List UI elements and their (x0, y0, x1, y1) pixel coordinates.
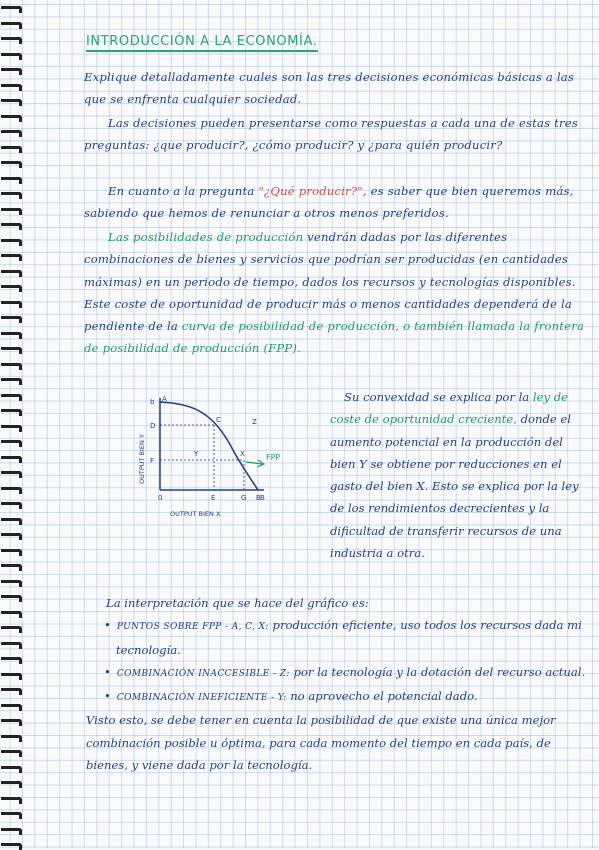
bullet-mark-1: • (104, 618, 111, 633)
spiral-ring (1, 146, 22, 153)
spiral-ring (1, 270, 22, 277)
spiral-ring (1, 161, 22, 168)
spiral-ring (1, 688, 22, 695)
spiral-ring (1, 208, 22, 215)
spiral-ring (1, 797, 22, 804)
para3-green: Las posibilidades de producción (108, 230, 304, 244)
spiral-ring (1, 394, 22, 401)
closing-paragraph: Visto esto, se debe tener en cuenta la posibilidad de que existe una única mejor combinación posible u óptima, para cada momento del tiempo en cada país, de bienes, y viene dada por la tecnología. (86, 713, 556, 773)
spiral-ring (1, 626, 22, 633)
para1: Las decisiones pueden presentarse como respuestas a cada una de estas tres preguntas: ¿que producir?, ¿cómo producir? y ¿para quién producir? (84, 116, 578, 153)
spiral-ring (1, 843, 22, 850)
interp-intro: La interpretación que se hace del gráfico es: (106, 596, 369, 610)
spiral-ring (1, 673, 22, 680)
spiral-ring (1, 564, 22, 571)
spiral-ring (1, 766, 22, 773)
para3-green-2: curva de posibilidad de producción, o también llamada la frontera de posibilidad de producción (FPP). (84, 319, 585, 356)
spiral-ring (1, 580, 22, 587)
para3-body: vendrán dadas por las diferentes combinaciones de bienes y servicios que podrían ser producidas (en cantidades máximas) en un periodo de tiempo, dados los recursos y tecnologías disponibles. Este coste de oportunidad de producir más o menos cantidades dependerá de la pendiente de la (84, 230, 576, 334)
spiral-ring (1, 130, 22, 137)
point-y: Y (194, 450, 199, 458)
bullet-1 (86, 614, 592, 661)
bullet-1-body: producción eficiente, uso todos los recursos dada mi tecnología. (116, 618, 582, 657)
para2-quote: "¿Qué producir?" (258, 184, 363, 198)
paragraph-3 (84, 226, 590, 360)
spiral-ring (1, 595, 22, 602)
spiral-ring (1, 828, 22, 835)
spiral-ring (1, 68, 22, 75)
page-title: INTRODUCCIÓN A LA ECONOMÍA. (86, 34, 318, 52)
point-c: C (216, 416, 221, 424)
spiral-ring (1, 115, 22, 122)
spiral-ring (1, 440, 22, 447)
x-axis-label: OUTPUT BIEN X (170, 510, 221, 518)
paragraph-1 (84, 112, 590, 157)
convexity-explanation (330, 386, 592, 564)
spiral-ring (1, 22, 22, 29)
spiral-ring (1, 657, 22, 664)
spiral-ring (1, 781, 22, 788)
spiral-ring (1, 611, 22, 618)
spiral-ring (1, 719, 22, 726)
x-tick-b: B (256, 494, 261, 502)
side-start: Su convexidad se explica por la (344, 390, 533, 404)
spiral-ring (1, 456, 22, 463)
point-x: X (240, 450, 245, 458)
point-b: B (260, 494, 265, 502)
spiral-ring (1, 750, 22, 757)
para2-start: En cuanto a la pregunta (108, 184, 255, 198)
bullet-1-head: PUNTOS SOBRE FPP - A, C, X: (116, 622, 269, 633)
spiral-ring (1, 409, 22, 416)
spiral-ring (1, 378, 22, 385)
question-text (84, 66, 590, 111)
x-tick-e: E (211, 494, 216, 502)
spiral-ring (1, 84, 22, 91)
question: Explique detalladamente cuales son las tres decisiones económicas básicas a las que se enfrenta cualquier sociedad. (84, 70, 575, 107)
bullet-2-head: COMBINACIÓN INACCESIBLE - Z: (116, 668, 290, 679)
spiral-ring (1, 53, 22, 60)
spiral-ring (1, 347, 22, 354)
spiral-ring (1, 192, 22, 199)
spiral-ring (1, 99, 22, 106)
spiral-ring (1, 332, 22, 339)
spiral-ring (1, 285, 22, 292)
x-tick-0: 0 (158, 494, 163, 502)
bullet-3 (86, 685, 592, 709)
spiral-ring (1, 425, 22, 432)
bullet-2-body: por la tecnología y la dotación del recurso actual. (289, 664, 586, 679)
bullet-mark-3: • (104, 689, 111, 704)
spiral-ring (1, 37, 22, 44)
bullet-mark-2: • (104, 664, 111, 679)
point-a: A (162, 395, 167, 403)
para2-end: , es saber que bien queremos más, sabiendo que hemos de renunciar a otros menos preferidos. (84, 184, 574, 221)
spiral-ring (1, 549, 22, 556)
spiral-ring (1, 301, 22, 308)
bullet-2 (86, 661, 592, 685)
fpp-arrow (246, 462, 262, 464)
spiral-ring (1, 518, 22, 525)
spiral-ring (1, 735, 22, 742)
interpretation-section (86, 592, 592, 776)
spiral-ring (1, 177, 22, 184)
y-tick-f: F (150, 457, 155, 465)
point-z: Z (252, 418, 257, 426)
spiral-ring (1, 239, 22, 246)
spiral-ring (1, 642, 22, 649)
spiral-binding (0, 0, 22, 848)
y-tick-d: D (150, 422, 156, 430)
bullet-3-body: no aprovecho el potencial dado. (286, 689, 478, 704)
y-axis-label: OUTPUT BIEN Y (138, 434, 146, 484)
ppf-curve (160, 402, 258, 490)
ppf-graph (134, 392, 332, 524)
x-tick-g: G (241, 494, 247, 502)
spiral-ring (1, 316, 22, 323)
spiral-ring (1, 223, 22, 230)
paragraph-2 (84, 180, 590, 225)
spiral-ring (1, 502, 22, 509)
side-end: donde el aumento potencial en la producción del bien Y se obtiene por reducciones en el gasto del bien X. Esto se explica por la ley de los rendimientos decrecientes y la dificultad de transferir recursos de una industria a otra. (330, 412, 579, 561)
bullet-3-head: COMBINACIÓN INEFICIENTE - Y: (116, 693, 287, 704)
spiral-ring (1, 363, 22, 370)
spiral-ring (1, 487, 22, 494)
spiral-ring (1, 533, 22, 540)
side-green: ley de coste de oportunidad creciente, (330, 390, 568, 427)
spiral-ring (1, 704, 22, 711)
spiral-ring (1, 812, 22, 819)
fpp-label: FPP (266, 453, 281, 462)
spiral-ring (1, 254, 22, 261)
spiral-ring (1, 471, 22, 478)
y-tick-b: b (150, 398, 155, 406)
spiral-ring (1, 6, 22, 13)
